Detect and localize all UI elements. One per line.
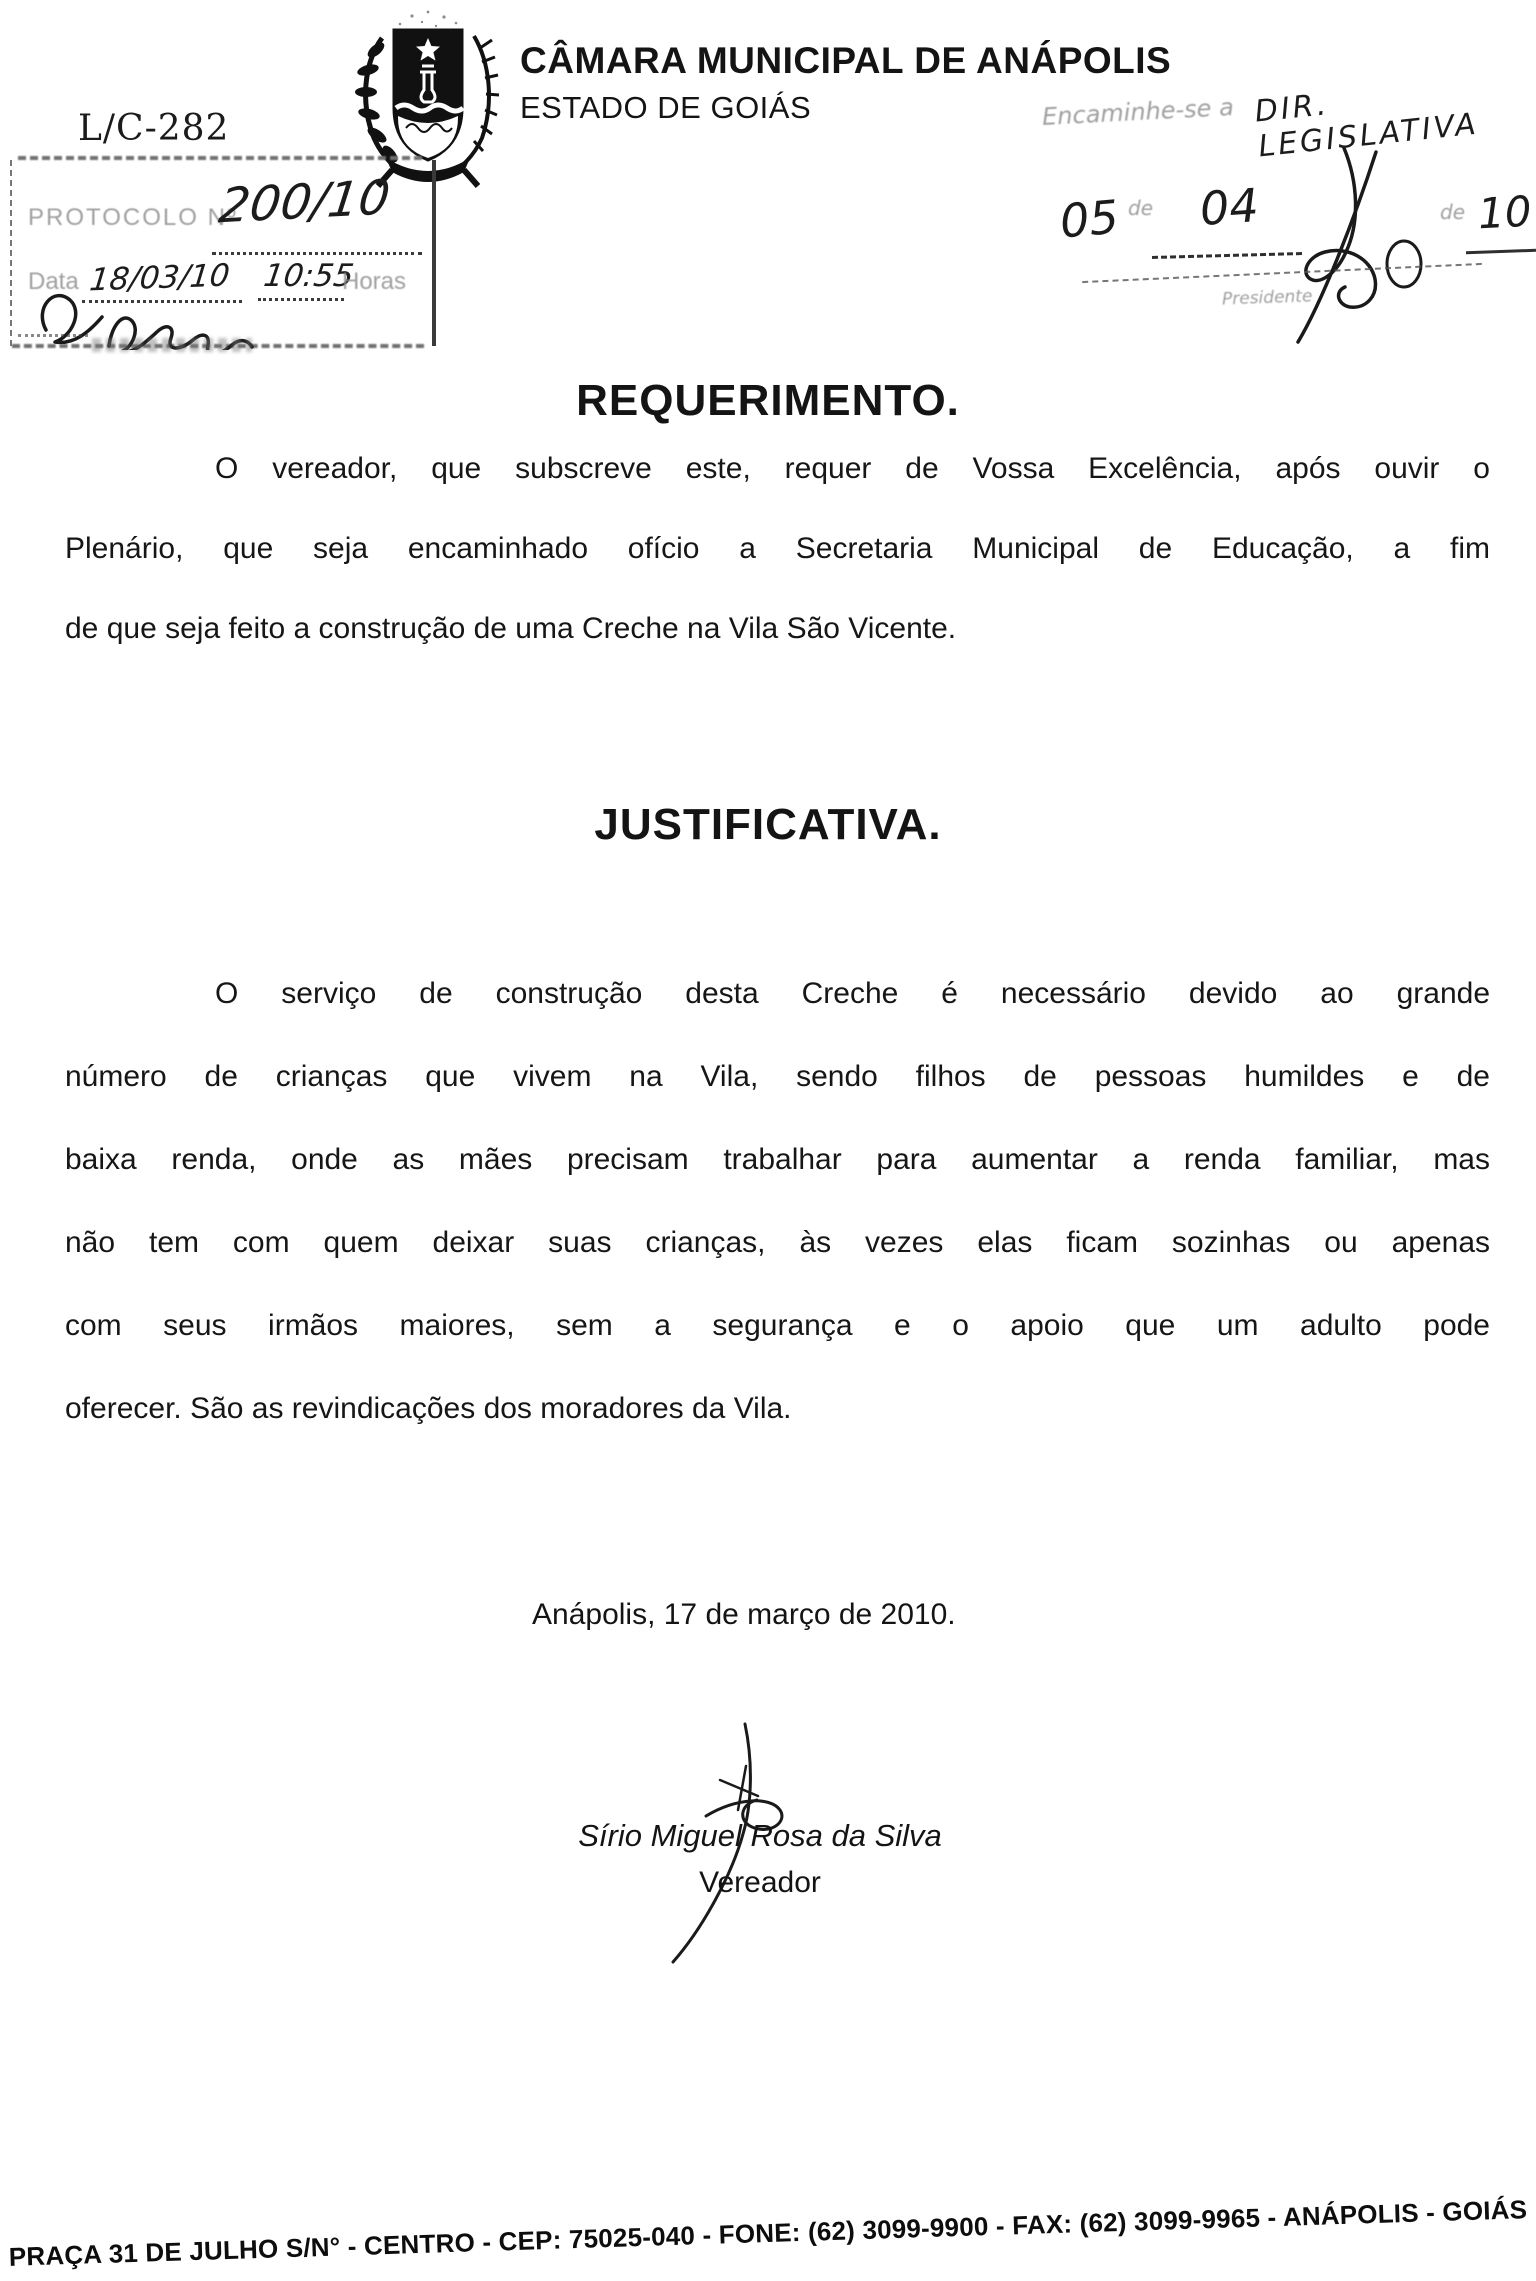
stamp-protocol-underline [212, 252, 422, 255]
routing-year-underline [1466, 249, 1536, 254]
stamp-time-value: 10:55 [261, 258, 356, 294]
signer-name: Sírio Miguel Rosa da Silva [578, 1818, 942, 1853]
protocol-stamp [10, 160, 436, 346]
request-line: Plenário, que seja encaminhado ofício a Secretaria Municipal de Educação, a fim [65, 532, 1490, 565]
justification-line: oferecer. São as revindicações dos moradores da Vila. [65, 1392, 792, 1425]
stamp-date-value: 18/03/10 [87, 257, 232, 299]
stamp-time-underline [258, 298, 344, 301]
routing-de-2: de [1440, 200, 1465, 224]
routing-forward-note: Encaminhe-se a [1041, 93, 1235, 131]
justification-line: número de crianças que vivem na Vila, sendo filhos de pessoas humildes e de [65, 1060, 1490, 1093]
president-role-label: Presidente [1221, 286, 1313, 310]
footer-address: PRAÇA 31 DE JULHO S/N° - CENTRO - CEP: 75025-040 - FONE: (62) 3099-9900 - FAX: (62) 3099-9965 - ANÁPOLIS - GOIÁS [8, 2194, 1528, 2272]
stamp-clerk-smudge [92, 338, 252, 352]
routing-month-underline [1152, 252, 1302, 259]
stamp-hours-label: Horas [342, 268, 407, 295]
routing-destination: DIR. LEGISLATIVA [1253, 87, 1481, 165]
stamp-protocol-label: PROTOCOLO Nº [28, 204, 238, 231]
justification-line: baixa renda, onde as mães precisam trabalhar para aumentar a renda familiar, mas [65, 1143, 1490, 1176]
president-signature-icon [1282, 142, 1444, 347]
org-name: CÂMARA MUNICIPAL DE ANÁPOLIS [520, 40, 1172, 81]
justification-line: com seus irmãos maiores, sem a segurança e o apoio que um adulto pode [65, 1309, 1490, 1342]
routing-day: 05 [1057, 189, 1121, 249]
stamp-signature-line [18, 334, 88, 337]
document-dateline: Anápolis, 17 de março de 2010. [532, 1598, 956, 1631]
request-line: de que seja feito a construção de uma Creche na Vila São Vicente. [65, 612, 957, 645]
document-title: REQUERIMENTO. [576, 376, 960, 425]
justification-line: não tem com quem deixar suas crianças, às vezes elas ficam sozinhas ou apenas [65, 1226, 1490, 1259]
stamp-protocol-value: 200/10 [215, 169, 394, 235]
routing-month: 04 [1198, 178, 1261, 236]
request-line: O vereador, que subscreve este, requer de Vossa Excelência, após ouvir o [215, 452, 1490, 485]
justification-heading: JUSTIFICATIVA. [594, 800, 942, 849]
reference-number: L/C-282 [78, 108, 230, 149]
org-subtitle: ESTADO DE GOIÁS [520, 90, 812, 125]
signer-role: Vereador [699, 1866, 821, 1899]
stamp-date-label: Data [28, 268, 79, 295]
stamp-top-edge [18, 156, 422, 160]
routing-de-1: de [1128, 196, 1153, 220]
justification-line: O serviço de construção desta Creche é necessário devido ao grande [215, 977, 1490, 1010]
routing-year: 10 [1476, 186, 1533, 239]
